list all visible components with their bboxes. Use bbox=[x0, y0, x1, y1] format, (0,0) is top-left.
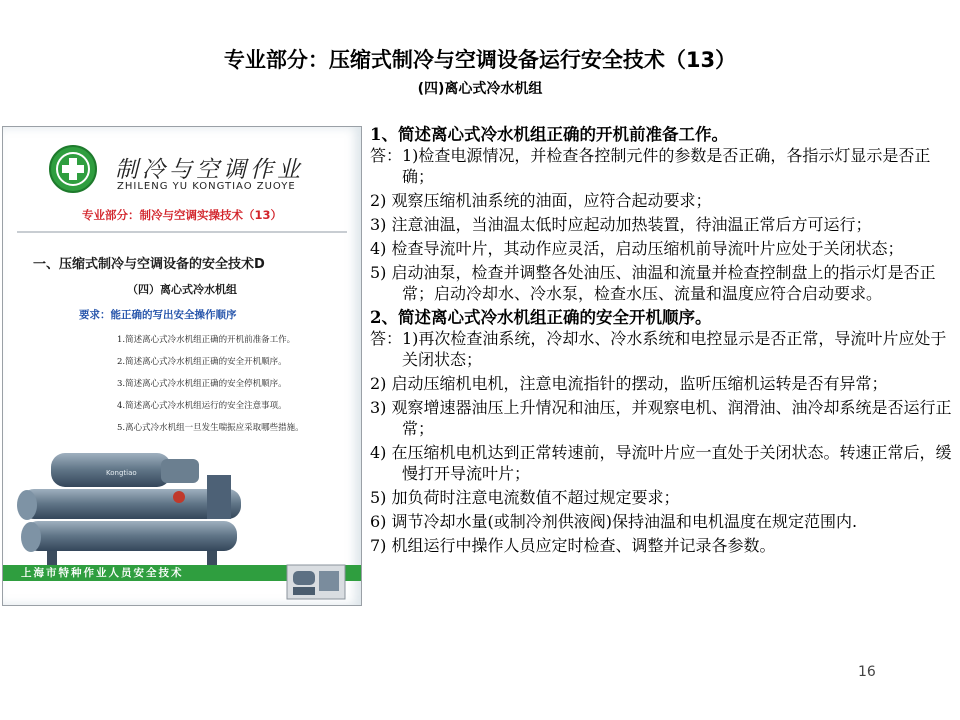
question-2-heading: 2、简述离心式冷水机组正确的安全开机顺序。 bbox=[370, 308, 712, 327]
cover-question: 1.简述离心式冷水机组正确的开机前准备工作。 bbox=[117, 335, 296, 345]
question-1-heading: 1、简述离心式冷水机组正确的开机前准备工作。 bbox=[370, 125, 728, 144]
cover-subheading: （四）离心式冷水机组 bbox=[127, 283, 237, 296]
cover-heading: 一、压缩式制冷与空调设备的安全技术D bbox=[33, 257, 265, 272]
machine-brand-label: Kongtiao bbox=[106, 469, 137, 477]
answer-1-item: 5) 启动油泵，检查并调整各处油压、油温和流量并检查控制盘上的指示灯是否正常；启动冷却水、冷水泵，检查水压、流量和温度应符合启动要求。 bbox=[370, 263, 936, 303]
cover-question: 4.简述离心式冷水机组运行的安全注意事项。 bbox=[117, 401, 287, 411]
answer-2-item: 2) 启动压缩机电机，注意电流指针的摆动，监听压缩机运转是否有异常； bbox=[370, 374, 888, 393]
chiller-machine-illustration bbox=[11, 445, 251, 569]
brand-name-en: ZHILENG YU KONGTIAO ZUOYE bbox=[117, 181, 296, 192]
slide-title: 专业部分：压缩式制冷与空调设备运行安全技术（13） bbox=[223, 48, 737, 72]
cover-question: 3.简述离心式冷水机组正确的安全停机顺序。 bbox=[117, 379, 287, 389]
cover-divider bbox=[17, 231, 347, 233]
slide-subtitle: (四)离心式冷水机组 bbox=[417, 81, 543, 97]
cover-question: 2.简述离心式冷水机组正确的安全开机顺序。 bbox=[117, 357, 287, 367]
small-chiller-illustration bbox=[285, 561, 347, 601]
answer-2-item: 6) 调节冷却水量(或制冷剂供液阀)保持油温和电机温度在规定范围内. bbox=[370, 512, 858, 531]
logo-cross-icon bbox=[49, 145, 97, 193]
answer-1-item: 4) 检查导流叶片，其动作应灵活，启动压缩机前导流叶片应处于关闭状态； bbox=[370, 239, 904, 258]
answer-1-item: 2) 观察压缩机油系统的油面，应符合起动要求； bbox=[370, 191, 712, 210]
cover-question: 5.离心式冷水机组一旦发生喘振应采取哪些措施。 bbox=[117, 423, 304, 433]
page-number: 16 bbox=[858, 664, 876, 680]
cover-red-heading: 专业部分：制冷与空调实操技术（13） bbox=[81, 208, 282, 222]
answer-2-item: 4) 在压缩机电机达到正常转速前，导流叶片应一直处于关闭状态。转速正常后，缓慢打开导流叶片； bbox=[370, 443, 952, 483]
answer-1-item: 3) 注意油温，当油温太低时应起动加热装置，待油温正常后方可运行； bbox=[370, 215, 872, 234]
answer-2-item: 7) 机组运行中操作人员应定时检查、调整并记录各参数。 bbox=[370, 536, 776, 555]
answer-2-item: 答：1)再次检查油系统，冷却水、冷水系统和电控显示是否正常，导流叶片应处于关闭状态； bbox=[370, 329, 947, 369]
book-cover-image bbox=[2, 126, 362, 606]
answer-2-item: 5) 加负荷时注意电流数值不超过规定要求； bbox=[370, 488, 680, 507]
answer-2-item: 3) 观察增速器油压上升情况和油压，并观察电机、润滑油、油冷却系统是否运行正常； bbox=[370, 398, 952, 438]
cover-bottom-text: 上海市特种作业人员安全技术 bbox=[21, 567, 184, 579]
brand-name-cn: 制冷与空调作业 bbox=[115, 157, 304, 183]
answer-text-block bbox=[370, 124, 954, 556]
cover-requirement: 要求：能正确的写出安全操作顺序 bbox=[79, 309, 237, 321]
answer-1-item: 答：1)检查电源情况，并检查各控制元件的参数是否正确，各指示灯显示是否正确； bbox=[370, 146, 931, 186]
